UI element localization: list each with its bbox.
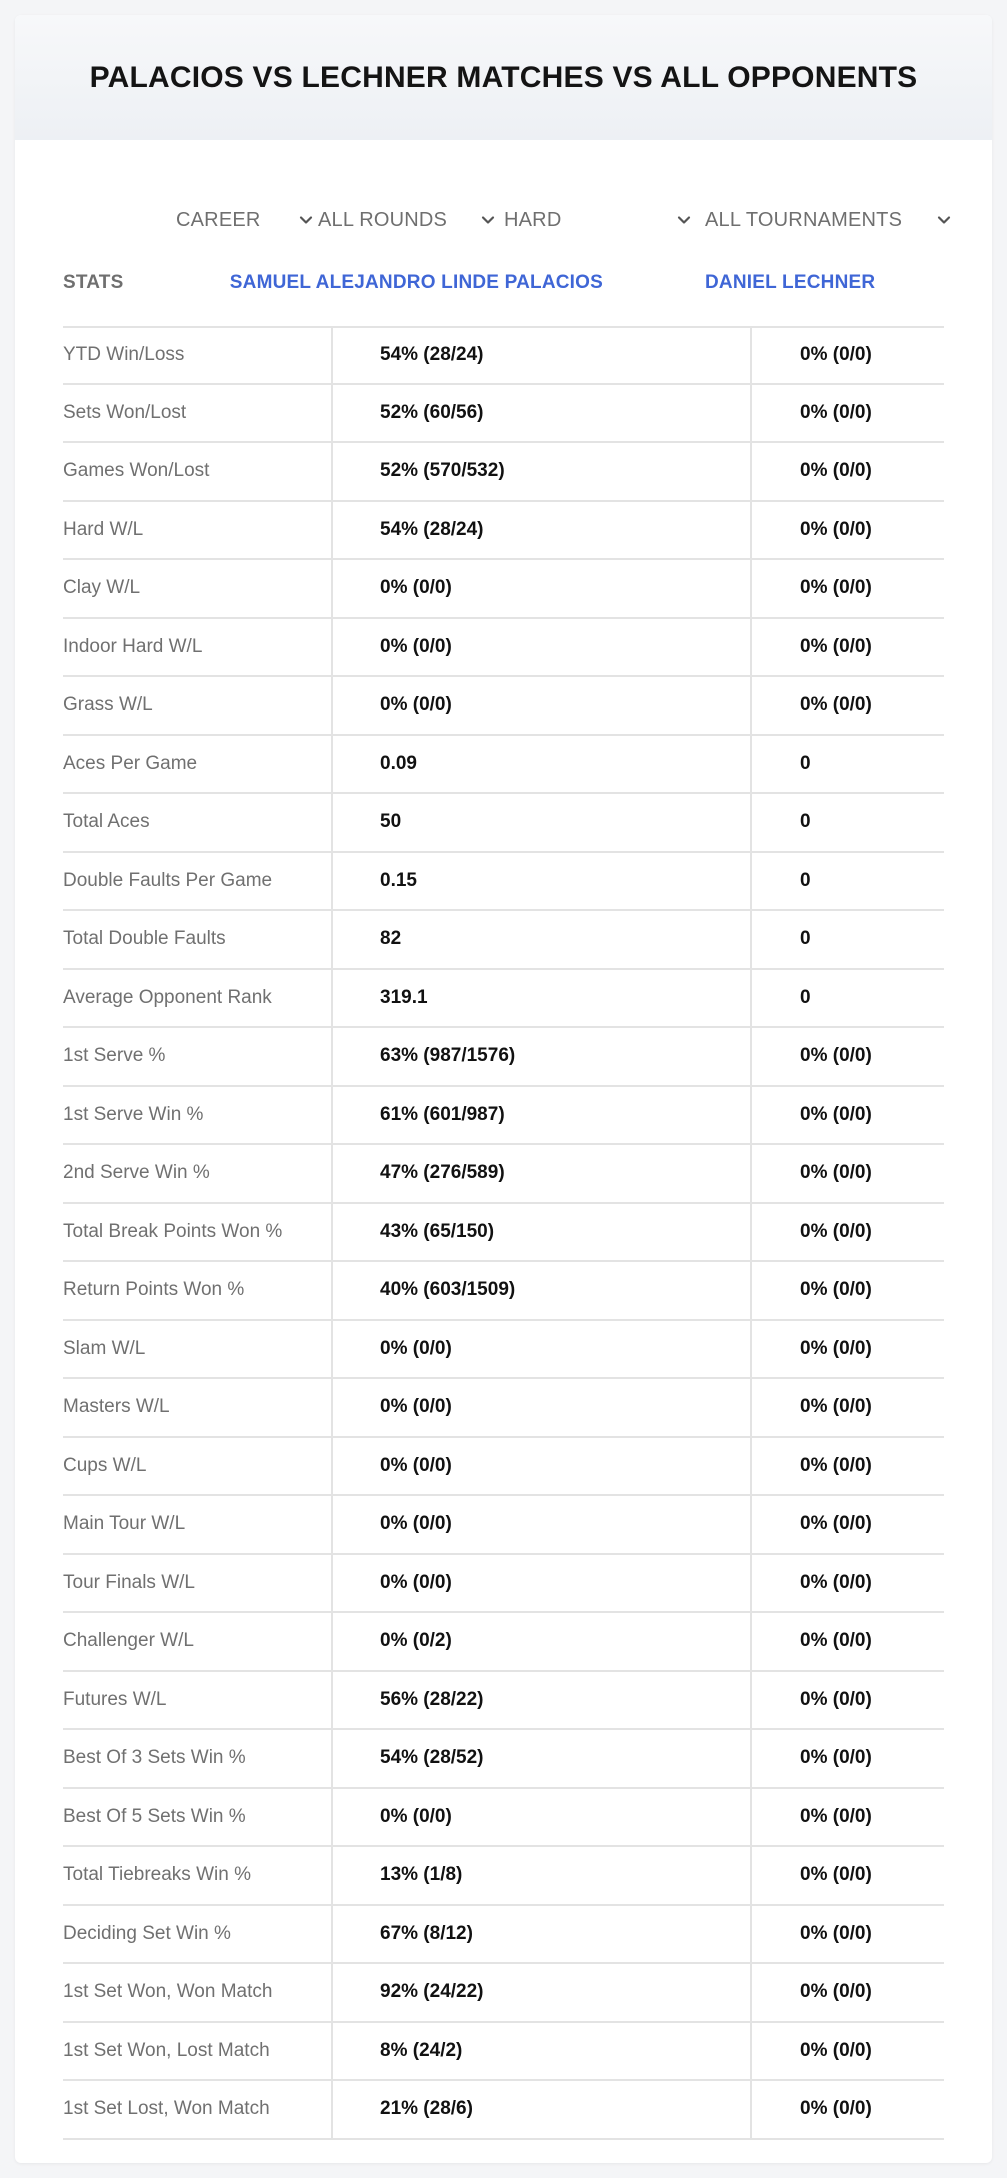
chevron-down-icon	[297, 211, 315, 229]
table-row	[63, 1906, 944, 1965]
column-header-stats: STATS	[63, 272, 124, 293]
stat-label: Sets Won/Lost	[63, 401, 187, 423]
table-row	[63, 619, 944, 678]
player2-value: 0% (0/0)	[750, 1789, 944, 1846]
stat-label: Clay W/L	[63, 577, 141, 599]
stat-label: Total Break Points Won %	[63, 1220, 283, 1242]
player1-value: 92% (24/22)	[331, 1964, 750, 2021]
player2-value: 0% (0/0)	[750, 1906, 944, 1963]
player2-value: 0% (0/0)	[750, 1204, 944, 1261]
table-row	[63, 1555, 944, 1614]
player2-value: 0% (0/0)	[750, 1672, 944, 1729]
player2-value: 0% (0/0)	[750, 619, 944, 676]
stat-label: Total Aces	[63, 811, 150, 833]
player1-value: 67% (8/12)	[331, 1906, 750, 1963]
player2-value: 0% (0/0)	[750, 1321, 944, 1378]
player1-value: 52% (570/532)	[331, 443, 750, 500]
player2-value: 0	[750, 911, 944, 968]
player2-value: 0% (0/0)	[750, 1028, 944, 1085]
player1-value: 47% (276/589)	[331, 1145, 750, 1202]
player2-value: 0% (0/0)	[750, 385, 944, 442]
table-row	[63, 911, 944, 970]
stat-label: Slam W/L	[63, 1337, 146, 1359]
player2-value: 0% (0/0)	[750, 1145, 944, 1202]
player1-value: 50	[331, 794, 750, 851]
table-row	[63, 1321, 944, 1380]
player2-value: 0	[750, 794, 944, 851]
stat-label: Aces Per Game	[63, 752, 198, 774]
table-row	[63, 1672, 944, 1731]
table-row	[63, 1496, 944, 1555]
player1-value: 63% (987/1576)	[331, 1028, 750, 1085]
table-row	[63, 502, 944, 561]
filter-surface-dropdown[interactable]	[504, 193, 694, 247]
stat-label: Best Of 5 Sets Win %	[63, 1805, 246, 1827]
player1-value: 61% (601/987)	[331, 1087, 750, 1144]
filter-career-dropdown[interactable]	[176, 193, 323, 247]
filter-label: ALL TOURNAMENTS	[705, 208, 903, 231]
table-row	[63, 853, 944, 912]
player2-value: 0% (0/0)	[750, 2023, 944, 2080]
stat-label: Tour Finals W/L	[63, 1571, 195, 1593]
player2-value: 0	[750, 853, 944, 910]
table-row	[63, 2081, 944, 2140]
stat-label: 1st Serve Win %	[63, 1103, 204, 1125]
stat-label: 1st Set Won, Lost Match	[63, 2039, 270, 2061]
player1-value: 43% (65/150)	[331, 1204, 750, 1261]
stat-label: 2nd Serve Win %	[63, 1162, 210, 1184]
player1-value: 8% (24/2)	[331, 2023, 750, 2080]
player1-value: 0% (0/0)	[331, 1438, 750, 1495]
table-row	[63, 794, 944, 853]
stat-label: Games Won/Lost	[63, 460, 210, 482]
player2-value: 0% (0/0)	[750, 1964, 944, 2021]
player1-value: 0% (0/0)	[331, 1789, 750, 1846]
stat-label: Futures W/L	[63, 1688, 167, 1710]
stat-label: 1st Set Lost, Won Match	[63, 2098, 270, 2120]
table-row	[63, 560, 944, 619]
player2-value: 0% (0/0)	[750, 1730, 944, 1787]
chevron-down-icon	[675, 211, 693, 229]
stat-label: Masters W/L	[63, 1396, 170, 1418]
player2-value: 0% (0/0)	[750, 328, 944, 383]
table-row	[63, 2023, 944, 2082]
chevron-down-icon	[935, 211, 953, 229]
table-row	[63, 736, 944, 795]
player1-value: 40% (603/1509)	[331, 1262, 750, 1319]
chevron-down-icon	[479, 211, 497, 229]
player1-value: 0% (0/0)	[331, 677, 750, 734]
table-row	[63, 443, 944, 502]
player1-value: 0.15	[331, 853, 750, 910]
card-header	[15, 15, 992, 140]
table-header	[63, 255, 944, 311]
table-row	[63, 677, 944, 736]
player2-value: 0	[750, 736, 944, 793]
player1-value: 0% (0/0)	[331, 560, 750, 617]
table-row	[63, 1789, 944, 1848]
filter-label: HARD	[504, 208, 562, 231]
player1-value: 0% (0/0)	[331, 1321, 750, 1378]
filter-label: ALL ROUNDS	[318, 208, 448, 231]
player2-value: 0% (0/0)	[750, 2081, 944, 2138]
table-row	[63, 326, 944, 385]
player2-value: 0% (0/0)	[750, 560, 944, 617]
stat-label: Double Faults Per Game	[63, 869, 273, 891]
player1-value: 0% (0/0)	[331, 619, 750, 676]
stat-label: Challenger W/L	[63, 1630, 194, 1652]
player1-value: 52% (60/56)	[331, 385, 750, 442]
table-row	[63, 1262, 944, 1321]
table-row	[63, 1730, 944, 1789]
filter-label: CAREER	[176, 208, 261, 231]
stats-table	[63, 326, 944, 2140]
filter-rounds-dropdown[interactable]	[318, 193, 498, 247]
player1-value: 82	[331, 911, 750, 968]
table-row	[63, 1204, 944, 1263]
player1-value: 0.09	[331, 736, 750, 793]
player2-value: 0% (0/0)	[750, 1438, 944, 1495]
player2-value: 0% (0/0)	[750, 1379, 944, 1436]
filter-bar	[15, 193, 992, 247]
player2-value: 0% (0/0)	[750, 1496, 944, 1553]
table-row	[63, 970, 944, 1029]
stat-label: 1st Set Won, Won Match	[63, 1981, 273, 2003]
player2-value: 0% (0/0)	[750, 677, 944, 734]
stat-label: Cups W/L	[63, 1454, 147, 1476]
table-row	[63, 1379, 944, 1438]
stat-label: 1st Serve %	[63, 1045, 166, 1067]
table-row	[63, 385, 944, 444]
player2-value: 0% (0/0)	[750, 1613, 944, 1670]
player1-value: 0% (0/0)	[331, 1379, 750, 1436]
stat-label: YTD Win/Loss	[63, 344, 185, 366]
player2-value: 0% (0/0)	[750, 1847, 944, 1904]
player2-value: 0% (0/0)	[750, 502, 944, 559]
page-title: PALACIOS VS LECHNER MATCHES VS ALL OPPONENTS	[89, 60, 918, 94]
stat-label: Hard W/L	[63, 518, 144, 540]
stat-label: Deciding Set Win %	[63, 1922, 231, 1944]
stat-label: Total Tiebreaks Win %	[63, 1864, 251, 1886]
player1-value: 54% (28/52)	[331, 1730, 750, 1787]
table-row	[63, 1145, 944, 1204]
player1-value: 54% (28/24)	[331, 502, 750, 559]
player1-value: 54% (28/24)	[331, 328, 750, 383]
player1-value: 56% (28/22)	[331, 1672, 750, 1729]
player2-value: 0% (0/0)	[750, 443, 944, 500]
table-row	[63, 1438, 944, 1497]
stat-label: Average Opponent Rank	[63, 986, 272, 1008]
stat-label: Return Points Won %	[63, 1279, 245, 1301]
player1-value: 21% (28/6)	[331, 2081, 750, 2138]
column-header-player1-link[interactable]: SAMUEL ALEJANDRO LINDE PALACIOS	[229, 272, 603, 293]
table-row	[63, 1964, 944, 2023]
stat-label: Best Of 3 Sets Win %	[63, 1747, 246, 1769]
player2-value: 0% (0/0)	[750, 1555, 944, 1612]
stats-card	[15, 15, 992, 2163]
player1-value: 319.1	[331, 970, 750, 1027]
player2-value: 0	[750, 970, 944, 1027]
player1-value: 13% (1/8)	[331, 1847, 750, 1904]
filter-tournaments-dropdown[interactable]	[705, 193, 955, 247]
player1-value: 0% (0/0)	[331, 1555, 750, 1612]
stat-label: Total Double Faults	[63, 928, 226, 950]
player2-value: 0% (0/0)	[750, 1262, 944, 1319]
player1-value: 0% (0/0)	[331, 1496, 750, 1553]
column-header-player2-link[interactable]: DANIEL LECHNER	[705, 272, 876, 293]
stat-label: Grass W/L	[63, 694, 153, 716]
table-row	[63, 1087, 944, 1146]
player1-value: 0% (0/2)	[331, 1613, 750, 1670]
table-row	[63, 1028, 944, 1087]
stat-label: Main Tour W/L	[63, 1513, 186, 1535]
table-row	[63, 1847, 944, 1906]
table-row	[63, 1613, 944, 1672]
stat-label: Indoor Hard W/L	[63, 635, 203, 657]
player2-value: 0% (0/0)	[750, 1087, 944, 1144]
